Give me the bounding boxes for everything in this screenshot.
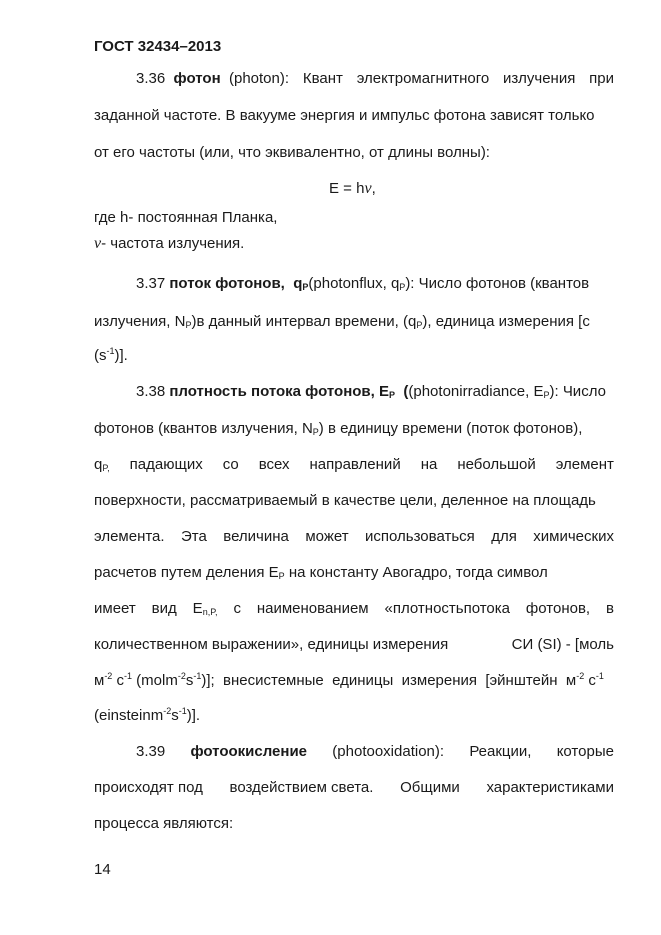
term-3-39-line-2: происходят под воздействием света. Общими характеристиками bbox=[94, 779, 614, 796]
term-3-38-line-4: поверхности, рассматриваемый в качестве цели, деленное на площадь bbox=[94, 492, 596, 509]
term-3-38-line-10: $(einsteinm^{-2}s^{-1})$]. bbox=[94, 706, 201, 724]
term-3-39-line-1: 3.39 фотоокисление (photooxidation): Реакции, которые bbox=[136, 743, 614, 760]
term-3-38-line-8: количественном выражении», единицы измерения СИ (SI) - [моль bbox=[94, 636, 614, 653]
term-3-36-line-1: 3.36 фотон (photon): Квант электромагнитного излучения при bbox=[136, 70, 614, 87]
term-3-38-line-1: 3.38 плотность потока фотонов, $E_P$ ((photonirradiance, $E_P$): Число bbox=[136, 383, 606, 400]
term-3-37-line-3: $(s^{-1})$]. bbox=[94, 346, 128, 364]
standard-number: ГОСТ 32434–2013 bbox=[94, 38, 222, 55]
term-3-39-line-3: процесса являются: bbox=[94, 815, 234, 832]
formula-where-nu: ν- частота излучения. bbox=[94, 235, 245, 252]
document-header bbox=[94, 38, 614, 56]
term-3-38-line-2: фотонов (квантов излучения, $N_P$) в единицу времени (поток фотонов), bbox=[94, 420, 583, 437]
term-3-37-line-2: излучения, $N_P)в$ данный интервал времени, $(q_P)$, единица измерения [с bbox=[94, 313, 590, 330]
term-photooxidation: фотоокисление bbox=[190, 743, 308, 760]
term-photon-flux: поток фотонов, bbox=[169, 275, 285, 292]
term-photon: фотон bbox=[173, 70, 221, 87]
term-3-36-line-3: от его частоты (или, что эквивалентно, от длины волны): bbox=[94, 144, 490, 161]
term-3-38-line-6: расчетов путем деления $E_P$ на константу Авогадро, тогда символ bbox=[94, 564, 548, 581]
term-3-38-line-5: элемента. Эта величина может использоваться для химических bbox=[94, 528, 614, 545]
page-number: 14 bbox=[94, 861, 111, 878]
term-3-38-line-3: $q_{P,}$ падающих со всех направлений на небольшой элемент bbox=[94, 456, 614, 473]
formula-where-h: где h- постоянная Планка, bbox=[94, 209, 278, 226]
term-3-38-line-7: имеет вид $E_{n,P,}$ с наименованием «плотностьпотока фотонов, в bbox=[94, 600, 614, 617]
term-3-37-line-1: 3.37 поток фотонов, $q_P(photonflux$, $q_P$): Число фотонов (квантов bbox=[136, 275, 590, 292]
term-photon-irradiance: плотность потока фотонов, bbox=[169, 383, 375, 400]
term-3-36-line-2: заданной частоте. В вакууме энергия и импульс фотона зависят только bbox=[94, 107, 595, 124]
term-3-38-line-9: $м^{-2}$ $с^{-1}$ $(molm^{-2}s^{-1})$]; внесистемные единицы измерения [эйнштейн $м^{-2}$ $с^{-1}$ bbox=[94, 671, 604, 689]
formula: E = hν, bbox=[329, 180, 376, 197]
